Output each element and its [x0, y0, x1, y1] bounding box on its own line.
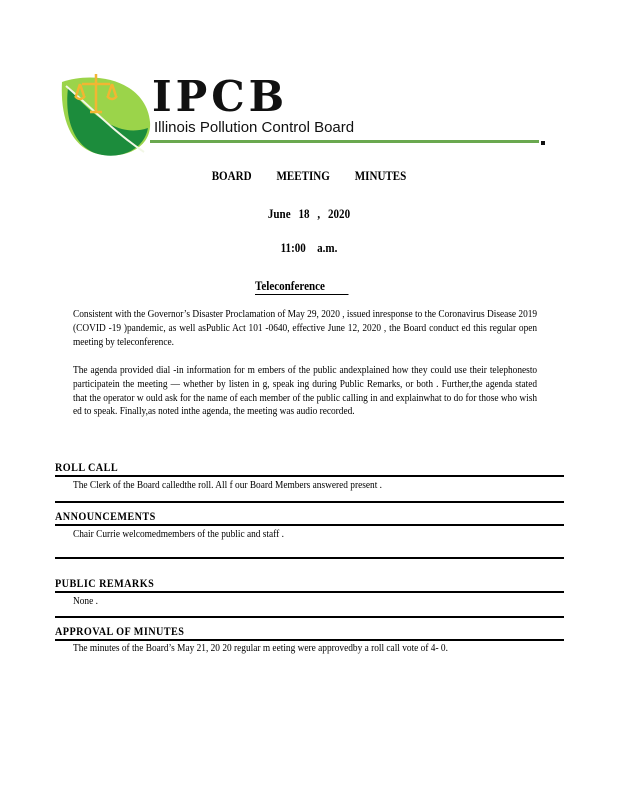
- section-body-roll-call: The Clerk of the Board calledthe roll. All f our Board Members answered present .: [73, 479, 382, 491]
- section-rule: [55, 501, 564, 503]
- section-title-announcements: ANNOUNCEMENTS: [55, 509, 156, 523]
- logo-rule: [150, 140, 539, 143]
- section-rule: [55, 591, 564, 593]
- intro-paragraph: Consistent with the Governor’s Disaster Proclamation of May 29, 2020 , issued inresponse to the Coronavirus Disease 2019 (COVID -19 )pandemic, as well asPublic Act 101 -0640, effective June 12, 2020 , the Board conduct ed this regular open meeting by teleconference.: [73, 308, 538, 348]
- meeting-date: June 18 , 2020: [267, 206, 351, 221]
- section-body-announcements: Chair Currie welcomedmembers of the public and staff .: [73, 528, 284, 540]
- section-title-approval-of-minutes: APPROVAL OF MINUTES: [55, 624, 185, 638]
- section-title-public-remarks: PUBLIC REMARKS: [55, 576, 155, 590]
- section-body-public-remarks: None .: [73, 595, 98, 607]
- page-title: BOARD MEETING MINUTES: [211, 168, 407, 183]
- meeting-time: 11:00 a.m.: [280, 240, 338, 255]
- section-rule: [55, 475, 564, 477]
- section-body-approval-of-minutes: The minutes of the Board’s May 21, 20 20 regular m eeting were approvedby a roll call vote of 4- 0.: [73, 642, 448, 654]
- section-rule: [55, 616, 564, 618]
- ipcb-leaf-logo: [58, 68, 154, 160]
- logo-subtitle: Illinois Pollution Control Board: [154, 119, 355, 136]
- section-rule: [55, 639, 564, 641]
- logo-rule-end: [541, 141, 545, 145]
- intro-paragraph: The agenda provided dial -in information for m embers of the public andexplained how they could use their telephonesto participatein the meeting — whether by listen in g, speak ing during Public Remarks, or both . Further,the agenda stated that the operator w ould ask for the name of each member of the public calling in and explainwhat to do for those who wish ed to speak. Finally,as noted inthe agenda, the meeting was audio recorded.: [73, 364, 538, 418]
- logo-title: IPCB: [152, 72, 289, 121]
- meeting-location: Teleconference: [255, 278, 349, 295]
- section-rule: [55, 557, 564, 559]
- section-rule: [55, 524, 564, 526]
- section-title-roll-call: ROLL CALL: [55, 460, 119, 474]
